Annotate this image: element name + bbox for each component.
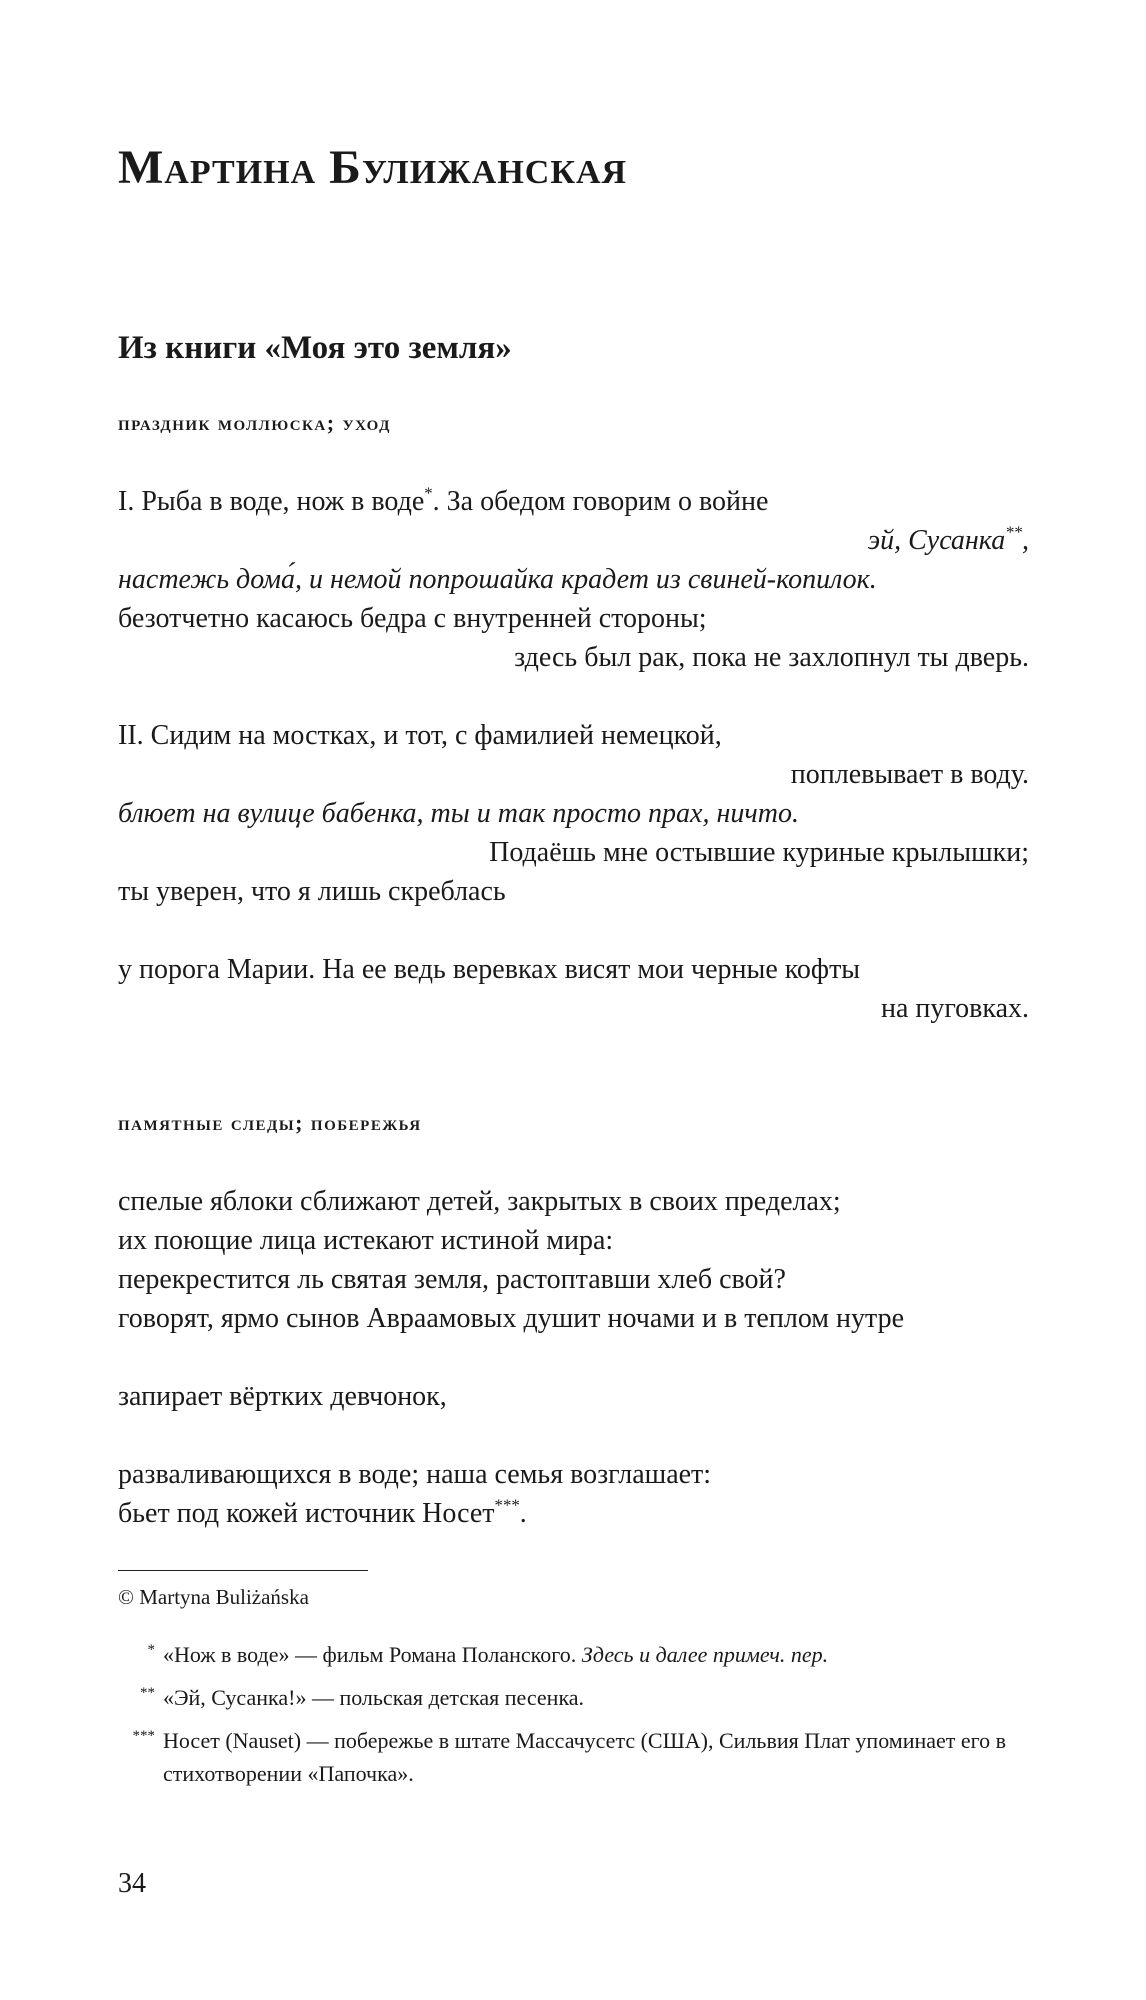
poem2-line-7: бьет под кожей источник Носет***.	[118, 1495, 527, 1529]
book-title: Из книги «Моя это земля»	[118, 330, 512, 366]
poem2-line-5: запирает вёртких девчонок,	[118, 1381, 447, 1412]
poem2-line-1: спелые яблоки сближают детей, закрытых в своих пределах;	[118, 1186, 841, 1217]
poem1-line-8: блюет на вулице бабенка, ты и так просто прах, ничто.	[118, 798, 799, 829]
poem1-line-5: здесь был рак, пока не захлопнул ты дверь.	[514, 642, 1029, 673]
poem1-line-2: эй, Сусанка**,	[867, 522, 1029, 556]
copyright-notice: © Martyna Buliżańska	[118, 1585, 309, 1609]
footnote-mark: ***	[132, 1728, 155, 1744]
poem1-line-10: ты уверен, что я лишь скреблась	[118, 876, 506, 907]
poem2-line-3: перекрестится ль святая земля, растоптавши хлеб свой?	[118, 1264, 786, 1295]
poem1-line-4: безотчетно касаюсь бедра с внутренней стороны;	[118, 603, 707, 634]
footnote-mark: **	[140, 1685, 155, 1701]
poem2-line-6: разваливающихся в воде; наша семья возглашает:	[118, 1459, 712, 1490]
footnote-mark: *	[147, 1642, 155, 1658]
poem1-line-7: поплевывает в воду.	[790, 759, 1029, 790]
poem-title-1: праздник моллюска; уход	[118, 410, 391, 435]
poem2-line-2: их поющие лица истекают истиной мира:	[118, 1225, 614, 1256]
poem1-line-11: у порога Марии. На ее ведь веревках висят мои черные кофты	[118, 954, 861, 985]
book-page: Мартина Булижанская Из книги «Моя это земля» праздник моллюска; уход I. Рыба в воде, нож в воде*. За обедом говорим о войне эй, Сусанка**, настежь дома́, и немой попрошайка крадет из свиней-копилок. безотчетно касаюсь бедра с внутренней стороны; здесь был рак, пока не захлопнул ты дверь. II. Сидим на мостках, и тот, с фамилией немецкой, поплевывает в воду. блюет на вулице бабенка, ты и так просто прах, ничто. Подаёшь мне остывшие куриные крылышки; ты уверен, что я лишь скреблась у порога Марии. На ее ведь веревках висят мои черные кофты на пуговках. памятные следы; побережья спелые яблоки сближают детей, закрытых в своих пределах; их поющие лица истекают истиной мира: перекрестится ль святая земля, растоптавши хлеб свой? говорят, ярмо сынов Авраамовых душит ночами и в теплом нутре запирает вёртких девчонок, разваливающихся в воде; наша семья возглашает: бьет под кожей источник Носет***. © Martyna Buliżańska * «Нож в воде» — фильм Романа Поланского. Здесь и далее примеч. пер. ** «Эй, Сусанка!» — польская детская песенка. *** Носет (Nauset) — побережье в штате Массачусетс (США), Сильвия Плат упоминает его в стихотворении «Папочка». 34	[0, 0, 1146, 2000]
poem2-line-4: говорят, ярмо сынов Авраамовых душит ночами и в теплом нутре	[118, 1303, 904, 1334]
footnote-divider	[118, 1570, 368, 1571]
page-number: 34	[118, 1868, 146, 1899]
poem1-line-9: Подаёшь мне остывшие куриные крылышки;	[489, 837, 1029, 868]
poem1-line-12: на пуговках.	[880, 993, 1029, 1024]
poem1-line-3: настежь дома́, и немой попрошайка крадет из свиней-копилок.	[118, 564, 877, 595]
poem1-line-6: II. Сидим на мостках, и тот, с фамилией немецкой,	[118, 720, 722, 751]
poem-title-2: памятные следы; побережья	[118, 1110, 422, 1135]
author-name: Мартина Булижанская	[118, 141, 628, 194]
poem1-line-1: I. Рыба в воде, нож в воде*. За обедом говорим о войне	[118, 483, 769, 517]
